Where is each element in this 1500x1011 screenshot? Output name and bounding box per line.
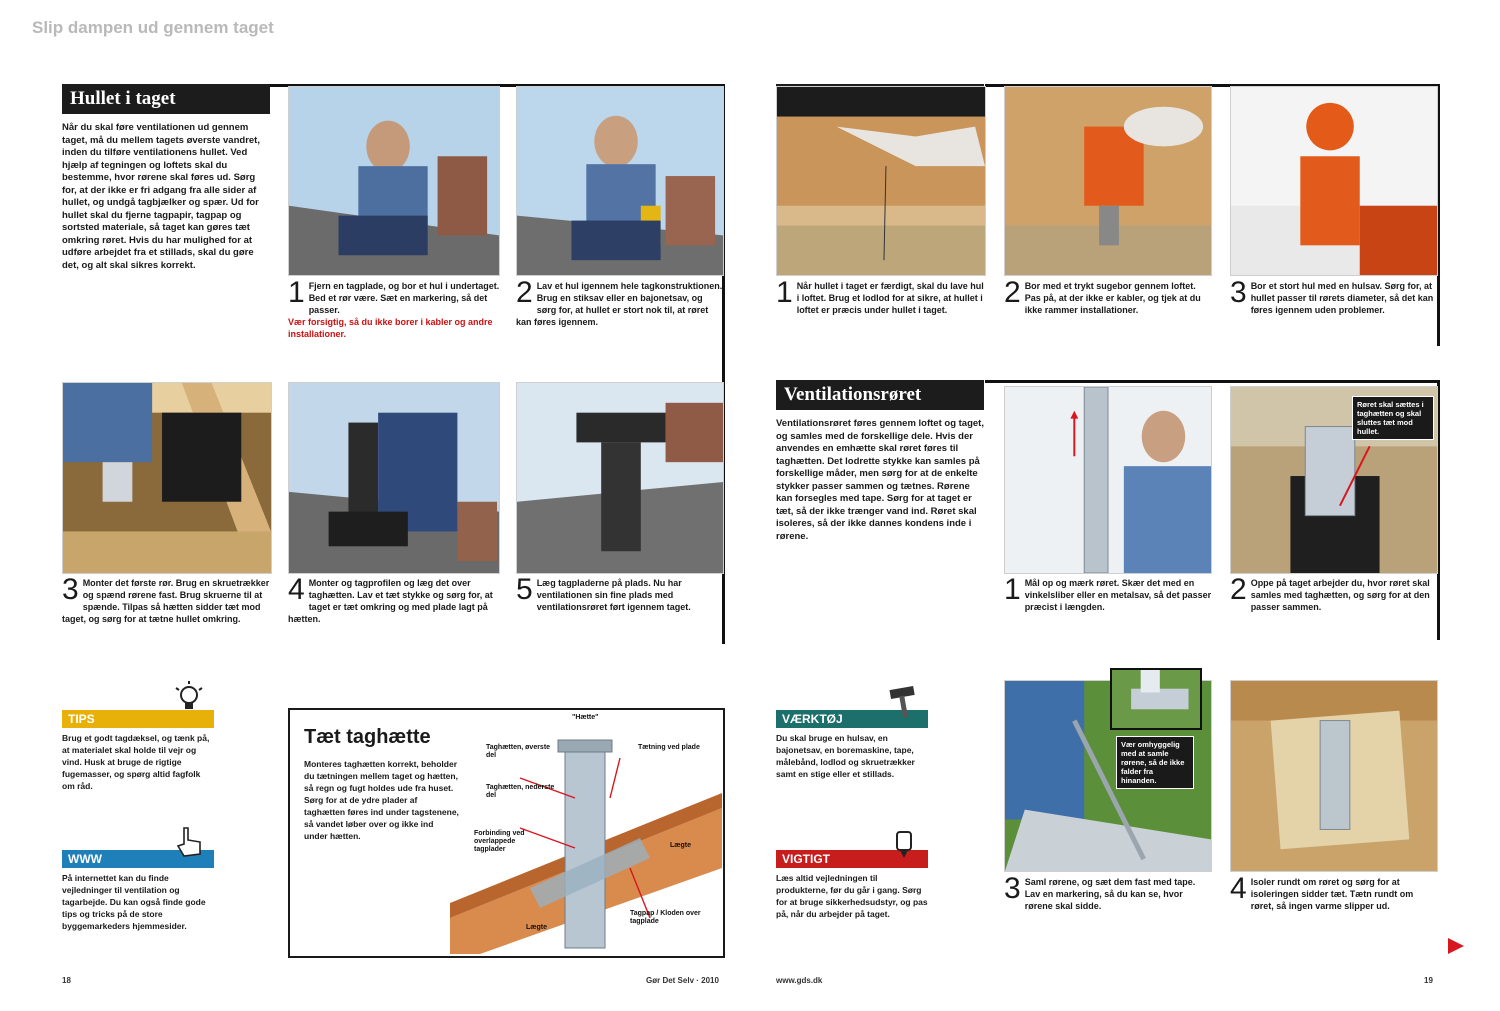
folio-right-number: 19 bbox=[1424, 976, 1433, 985]
label-underlay-right: Tætning ved plade bbox=[638, 744, 700, 751]
step-number: 2 bbox=[1230, 573, 1247, 606]
intro-text: Når du skal føre ventilationen ud gennem taget, må du mellem tagets øverste vandret, inden du tilføre ventilationens hullet. Ved hjælp af tegningen og loftets skal du bestemme, hvor rørene skal føres ud. Sørg for, at der ikke er fri adgang fra alle sider af hullet, og undgå tagbjælker og spær. Ud for hullet skal du fjerne tagpapir, tagpap og sortsted materiale, så taget kan gøres tæt omkring røret. Hvis du har mulighed for at udføre arbejdet fra et stillads, skal du gøre det, og alt skal sikres korrekt. bbox=[62, 122, 260, 271]
step-warning: Vær forsigtig, så du ikke borer i kabler og andre installationer. bbox=[288, 317, 493, 339]
step-text: Lav et hul igennem hele tagkonstruktionen. Brug en stiksav eller en bajonetsav, og sørg for, at hullet er stort nok til, at røret kan føres igennem. bbox=[516, 281, 723, 327]
important-text: Læs altid vejledningen til produkterne, før du går i gang. Sørg for at bruge sikkerhedsudstyr, og pas på, når du arbejder på taget. bbox=[776, 873, 928, 919]
step-number: 2 bbox=[516, 276, 533, 309]
www-label: WWW bbox=[62, 850, 214, 868]
vent-text: Ventilationsrøret føres gennem loftet og taget, og samles med de forskellige dele. Hvis der anvendes en emhætte skal røret føres til taghætten. Det lodrette stykke kan samles på forskellige måder, men sørg for at de enkelte stykker passer sammen og tætnes. Rørene kan forsegles med tape. Sørg for at taget er tæt, så der ikke trænger vand ind. Røret skal isoleres, så der ikke dannes kondens inde i rørene. bbox=[776, 418, 984, 542]
lightbulb-icon bbox=[172, 680, 206, 714]
pencil-icon bbox=[892, 830, 916, 862]
step-text: Isoler rundt om røret og sørg for at isoleringen sidder tæt. Tætn rundt om røret, så ingen varme slipper ud. bbox=[1250, 877, 1414, 911]
tools-text: Du skal bruge en hulsav, en bajonetsav, en boremaskine, tape, målebånd, lodlod og skruetrækker samt en stige eller et stillads. bbox=[776, 733, 915, 779]
caption-vent-1 bbox=[1004, 573, 1212, 613]
step-text: Mål op og mærk røret. Skær det med en vinkelsliber eller en metalsav, så det passer præcist i længden. bbox=[1024, 578, 1212, 612]
step-text: Bor et stort hul med en hulsav. Sørg for, at hullet passer til rørets diameter, så det kan føres igennem uden problemer. bbox=[1250, 281, 1434, 315]
important-label: VIGTIGT bbox=[776, 850, 928, 868]
diagram-title: Tæt taghætte bbox=[304, 726, 431, 748]
tips-text: Brug et godt tagdæksel, og tænk på, at materialet skal holde til vejr og vind. Husk at bruge de rigtige fugemasser, og spørg altid fagfolk om råd. bbox=[62, 733, 210, 791]
photo-vent-4 bbox=[1230, 680, 1438, 872]
label-upper: Taghætten, øverste del bbox=[486, 744, 551, 759]
step-text: Når hullet i taget er færdigt, skal du lave hul i loftet. Brug et lodlod for at sikre, at hullet i loftet er præcis under hullet i taget. bbox=[796, 281, 984, 315]
tools-label: VÆRKTØJ bbox=[776, 710, 928, 728]
caption-step-5 bbox=[516, 573, 724, 613]
section-rule-top-vent bbox=[985, 380, 1440, 383]
caption-vent-4 bbox=[1230, 872, 1438, 912]
photo-step-5 bbox=[516, 382, 724, 574]
label-paper: Tagpap / Kloden over tagplade bbox=[630, 910, 701, 925]
section-title-hullet-i-taget: Hullet i taget bbox=[62, 84, 270, 114]
step-number: 5 bbox=[516, 573, 533, 606]
photo-vent-1 bbox=[1004, 386, 1212, 574]
label-laegte-right: Lægte bbox=[670, 842, 691, 849]
folio-right-web: www.gds.dk bbox=[776, 976, 823, 985]
caption-vent-3 bbox=[1004, 872, 1212, 912]
caption-loft-1 bbox=[776, 276, 986, 316]
diagram-body: Monteres taghætten korrekt, beholder du tætningen mellem taget og hætten, så regn og fugt holdes ude fra huset. Sørg for at de ydre plader af taghætten føres ind under tagstenene, så vandet løber over og ikke ind under hætten. bbox=[304, 759, 459, 841]
pointer-hand-icon bbox=[174, 826, 204, 858]
tips-label: TIPS bbox=[62, 710, 214, 728]
section-title-ventilationsroeret: Ventilationsrøret bbox=[776, 380, 984, 410]
caption-step-1 bbox=[288, 276, 500, 340]
step-text: Saml rørene, og sæt dem fast med tape. Lav en markering, så du kan se, hvor rørene skal sidde. bbox=[1024, 877, 1196, 911]
step-number: 3 bbox=[62, 573, 79, 606]
step-number: 1 bbox=[776, 276, 793, 309]
caption-loft-3 bbox=[1230, 276, 1438, 316]
callout-bottom: Vær omhyggelig med at samle rørene, så de ikke falder fra hinanden. bbox=[1116, 736, 1194, 789]
step-number: 3 bbox=[1230, 276, 1247, 309]
step-number: 1 bbox=[288, 276, 305, 309]
step-number: 4 bbox=[1230, 872, 1247, 905]
photo-step-3 bbox=[62, 382, 272, 574]
caption-vent-2 bbox=[1230, 573, 1438, 613]
diagram-taet-taghaette bbox=[288, 708, 725, 958]
continue-arrow-icon[interactable] bbox=[1446, 936, 1466, 956]
running-head: Slip dampen ud gennem taget bbox=[32, 18, 274, 37]
important-box bbox=[776, 850, 928, 976]
photo-loft-3 bbox=[1230, 86, 1438, 276]
label-lower: Taghætten, nederste del bbox=[486, 784, 555, 799]
photo-step-1 bbox=[288, 86, 500, 276]
label-laegte-left: Lægte bbox=[526, 924, 547, 931]
step-number: 3 bbox=[1004, 872, 1021, 905]
step-number: 2 bbox=[1004, 276, 1021, 309]
tools-box bbox=[776, 710, 928, 828]
step-text: Monter det første rør. Brug en skruetrækker og spænd rørene fast. Brug skruerne til at spænde. Tilpas så hætten sidder tæt mod taget, og sørg for at tætne hullet omkring. bbox=[62, 578, 270, 624]
photo-vent-inset bbox=[1110, 668, 1202, 730]
hammer-icon bbox=[884, 684, 924, 720]
step-text: Læg tagpladerne på plads. Nu har ventilationen sin fine plads med ventilationsrøret ført igennem taget. bbox=[536, 578, 691, 612]
tips-box bbox=[62, 710, 214, 820]
folio-left-magazine: Gør Det Selv · 2010 bbox=[646, 976, 719, 985]
step-text: Monter og tagprofilen og læg det over taghætten. Lav et tæt stykke og sørg for, at taget er tæt omkring og med plade lagt på hætten. bbox=[288, 578, 493, 624]
caption-step-2 bbox=[516, 276, 724, 328]
www-box bbox=[62, 850, 214, 976]
step-text: Oppe på taget arbejder du, hvor røret skal samles med taghætten, og sørg for at den passer sammen. bbox=[1250, 578, 1430, 612]
callout-top: Røret skal sættes i taghætten og skal sluttes tæt mod hullet. bbox=[1352, 396, 1434, 440]
caption-step-3 bbox=[62, 573, 274, 625]
photo-step-2 bbox=[516, 86, 724, 276]
step-text: Bor med et trykt sugebor gennem loftet. Pas på, at der ikke er kabler, og tjek at du ikke rammer installationer. bbox=[1024, 281, 1201, 315]
photo-loft-1 bbox=[776, 86, 986, 276]
step-number: 4 bbox=[288, 573, 305, 606]
caption-step-4 bbox=[288, 573, 500, 625]
photo-step-4 bbox=[288, 382, 500, 574]
step-number: 1 bbox=[1004, 573, 1021, 606]
label-underlay-left: Forbinding ved overlappede tagplader bbox=[474, 830, 525, 853]
folio-left-number: 18 bbox=[62, 976, 71, 985]
label-haette: "Hætte" bbox=[572, 714, 599, 721]
photo-loft-2 bbox=[1004, 86, 1212, 276]
www-text: På internettet kan du finde vejledninger til ventilation og tagarbejde. Du kan også finde gode tips og tricks på de store byggemarkeders hjemmesider. bbox=[62, 873, 206, 931]
step-text: Fjern en tagplade, og bor et hul i undertaget. Bed et rør være. Sæt en markering, så det passer. bbox=[308, 281, 500, 315]
caption-loft-2 bbox=[1004, 276, 1212, 316]
